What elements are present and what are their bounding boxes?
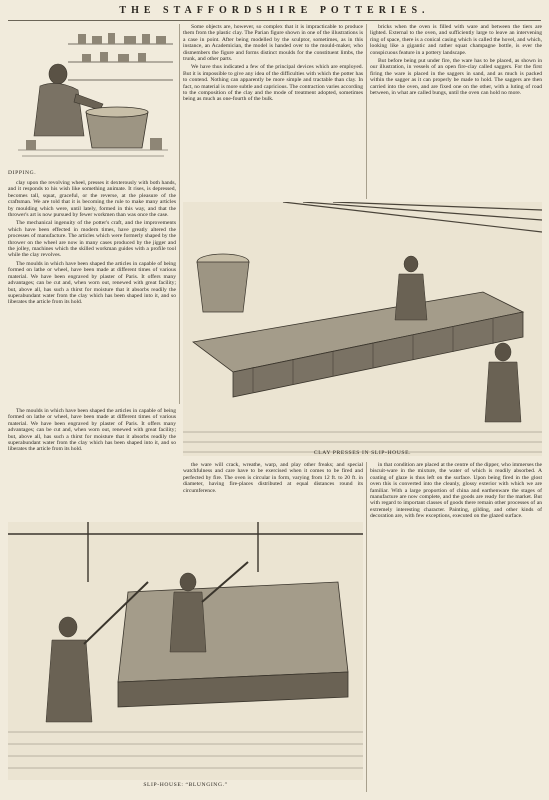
paragraph: The mechanical ingenuity of the potter's craft, and the improvements which have been effected in modern times, have greatly altered the processes of manufacture. The articles which were formerly shaped by the thrower on the wheel are now in many cases produced by the jigger and the jolley, machines which the skilled workman guides with a profile tool while the clay revolves. (8, 220, 176, 259)
column-right-top (370, 24, 542, 200)
paragraph: bricks when the oven is filled with ware and between the tiers are lighted. External to the oven, and sufficiently large to leave an intervening ring of space, there is a conical casing which is called the hovel, and which, looking like a gigantic and rather squat champagne bottle, is ever the conspicuous feature in a pottery landscape. (370, 24, 542, 56)
column-divider-lower (366, 462, 367, 792)
paragraph: clay upon the revolving wheel, presses it dexterously with both hands, and it responds to his wish like something animate. It rises, is depressed, becomes tall, squat, graceful, or the reverse, at the pleasure of the craftsman. We are told that it is becoming the rule to make many articles by moulding which were, until lately, formed in this way, and that the thrower's art is now pursued by fewer workmen than was once the case. (8, 180, 176, 219)
paragraph: But before being put under fire, the ware has to be placed, as shown in our illustration, in vessels of an open fire-clay called saggers. For the first firing the ware is placed in the saggers in sand, and as much is packed within the sagger as it can properly be made to hold. The saggers are then carried into the oven, and are fixed one on the other, with a luting of road between, in what are called bungs, until the oven can hold no more. (370, 58, 542, 97)
column-left (8, 180, 176, 405)
column-middle-lower (183, 462, 363, 520)
slip-house-illustration (8, 522, 363, 780)
column-divider-left (179, 24, 180, 404)
paragraph: Some objects are, however, so complex that it is impracticable to produce them from the plastic clay. The Parian figure shown in one of the illustrations is a case in point. After being modelled by the sculptor, sometimes, as in this instance, an Academician, the model is handed over to the mould-maker, who dismembers the figure and forms distinct moulds for the constituent limbs, the trunk, and other parts. (183, 24, 363, 63)
paragraph: in that condition are placed at the centre of the dipper, who immerses the biscuit-ware in the mixture, the water of which is readily absorbed. A coating of glaze is thus left on the surface. Upon being fired in the glost oven this is converted into the cleanly, glossy exterior with which we are familiar. With a large proportion of china and earthenware the stages of manufacture are now complete, and the goods are ready for the market. But with regard to important classes of goods there remain other processes of an extremely interesting character. Painting, gilding, and other kinds of decoration are, with few exceptions, executed on the glazed surface. (370, 462, 542, 520)
dipping-illustration (8, 24, 176, 168)
caption-dipping: DIPPING. (8, 170, 37, 176)
column-middle (183, 24, 363, 200)
column-divider-right (366, 24, 367, 199)
clay-presses-illustration (183, 202, 542, 456)
paragraph: the ware will crack, wreathe, warp, and play other freaks; and special watchfulness and care have to be exercised when it comes to be fired and perfected by fire. The oven is circular in form, varying from 12 ft. to 20 ft. in diameter, having fire-places distributed at equal distances round its circumference. (183, 462, 363, 494)
page-title: THE STAFFORDSHIRE POTTERIES. (119, 5, 430, 16)
column-right-lower (370, 462, 542, 794)
paragraph: The moulds in which have been shaped the articles in capable of being formed on lathe or wheel, have been made at different times of various material. We have been engraved by plaster of Paris. It offers many advantages; can be cut and, when worn out, renewed with great facility; but, above all, has such a thirst for moisture that it absorbs readily the superabundant water from the clay which has been shaped into it, and so liberates the article from its hold. (8, 260, 176, 306)
header-rule (8, 20, 541, 21)
paragraph: The moulds in which have been shaped the articles in capable of being formed on lathe or wheel, have been made at different times of various material. We have been engraved by plaster of Paris. It offers many advantages; can be cut and, when worn out, renewed with great facility; but, above all, has such a thirst for moisture that it absorbs readily the superabundant water from the clay which has been shaped into it, and so liberates the article from its hold. (8, 408, 176, 453)
column-left-lower (8, 408, 176, 518)
caption-slip-house: SLIP-HOUSE: “BLUNGING.” (143, 782, 228, 788)
page-header (0, 5, 549, 16)
caption-clay-presses: CLAY PRESSES IN SLIP-HOUSE. (313, 450, 412, 456)
paragraph: We have thus indicated a few of the principal devices which are employed. But it is impossible to give any idea of the difficulties with which the potter has to contend. Nothing can apparently be more simple and tractable than clay. In fact, no material is more subtle and capricious. The contraction varies according to the composition of the clay and the mode of treatment adopted, sometimes being as much as one-fourth of the bulk. (183, 64, 363, 103)
